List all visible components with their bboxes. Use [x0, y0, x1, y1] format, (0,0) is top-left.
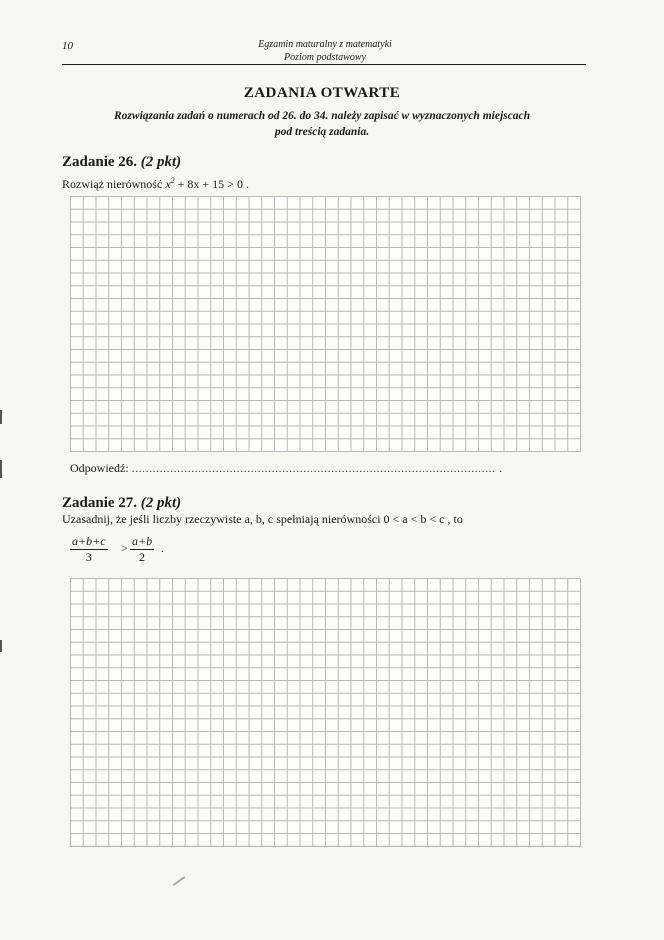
- fraction-left-numerator: a+b+c: [72, 534, 106, 548]
- task-26-heading: [62, 154, 181, 171]
- task-27-answer-grid[interactable]: [70, 578, 581, 847]
- scan-edge-mark: [0, 410, 2, 424]
- task-27-number: Zadanie 27.: [62, 495, 138, 511]
- task-26-period: .: [245, 177, 249, 191]
- task-26-points: (2 pkt): [140, 154, 182, 170]
- task-26-inequality: [165, 177, 246, 191]
- inequality-variable: x: [165, 177, 171, 191]
- inequality-exponent: 2: [170, 176, 175, 185]
- scan-edge-mark: [0, 640, 2, 652]
- greater-than-sign: >: [121, 541, 128, 555]
- task-26-prompt: [62, 176, 249, 192]
- fraction-left-denominator: 3: [85, 550, 92, 564]
- header-rule: [62, 64, 586, 65]
- fraction-right-denominator: 2: [139, 550, 146, 564]
- task-26-number: Zadanie 26.: [62, 154, 138, 170]
- task-26-answer-grid[interactable]: [70, 196, 581, 452]
- task-27-heading: [62, 495, 181, 512]
- task-26-prompt-text: Rozwiąż nierówność: [62, 177, 163, 191]
- instructions-line-1: Rozwiązania zadań o numerach od 26. do 34. należy zapisać w wyznaczonych miejscach: [114, 110, 530, 122]
- section-title: ZADANIA OTWARTE: [243, 85, 401, 101]
- task-26-answer-line[interactable]: [70, 461, 590, 476]
- scan-edge-mark: [0, 460, 2, 478]
- task-27-points: (2 pkt): [140, 495, 182, 511]
- fraction-right-numerator: a+b: [132, 534, 153, 548]
- answer-dots: ........................................................................................................ .: [131, 461, 503, 475]
- answer-label: Odpowiedź:: [70, 461, 129, 475]
- instructions-line-2: pod treścią zadania.: [274, 126, 370, 138]
- inequality-rest: + 8x + 15 > 0: [174, 177, 243, 191]
- fraction-left: [70, 534, 108, 565]
- section-instructions: [62, 108, 582, 140]
- page-number: 10: [62, 40, 73, 52]
- stray-pen-mark: [173, 876, 186, 886]
- running-header: [200, 38, 450, 64]
- exam-level: Poziom podstawowy: [284, 52, 366, 63]
- task-27-prompt: Uzasadnij, że jeśli liczby rzeczywiste a, b, c spełniają nierówności 0 < a < b < c , to: [62, 512, 463, 526]
- task-27-period: .: [161, 541, 164, 555]
- fraction-right: [130, 534, 154, 565]
- exam-title: Egzamin maturalny z matematyki: [258, 39, 392, 50]
